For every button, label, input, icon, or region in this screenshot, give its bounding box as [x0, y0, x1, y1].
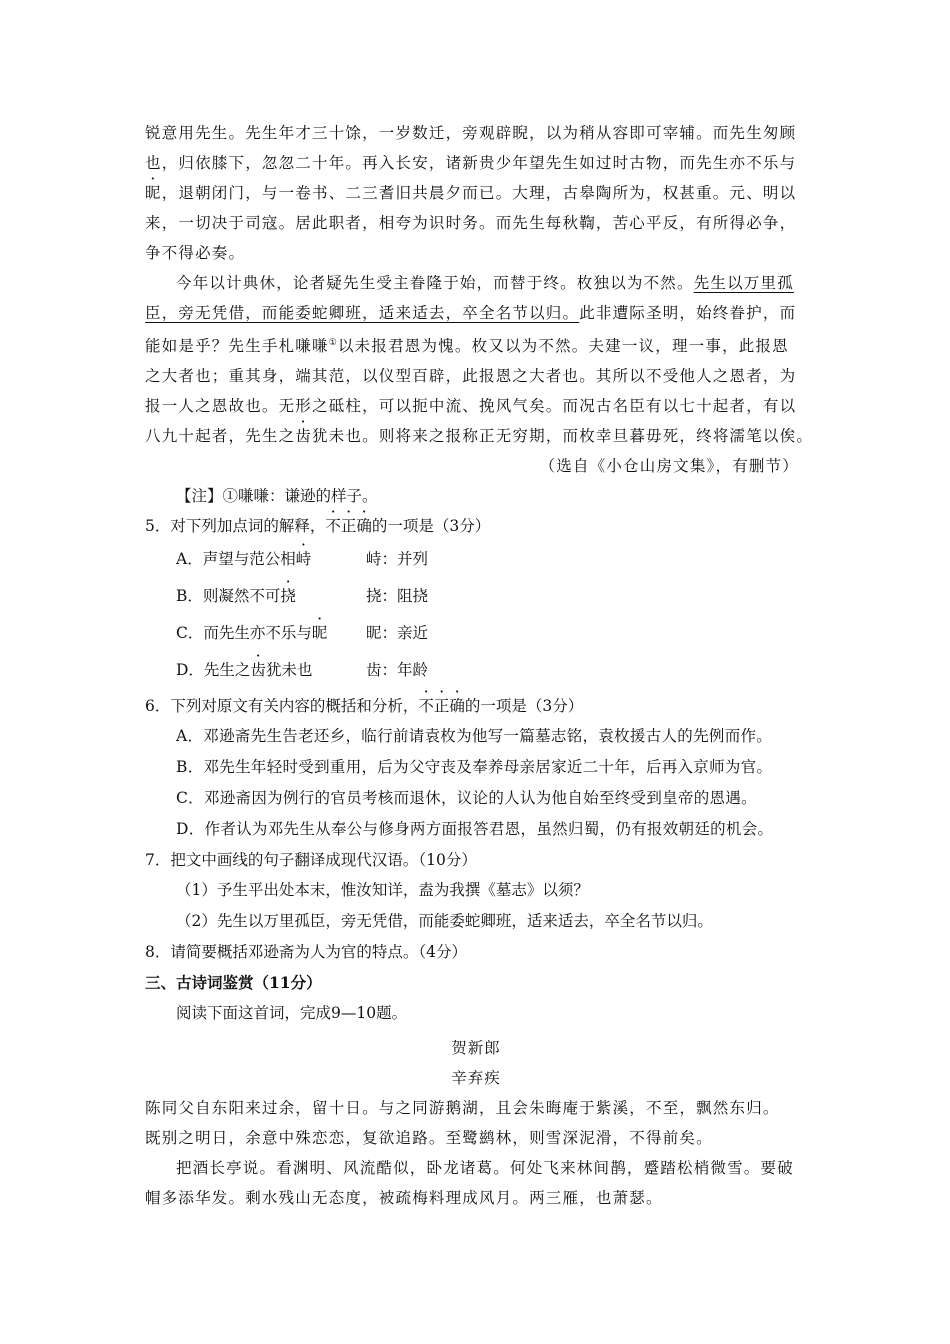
- dotted-char: 正: [433, 697, 450, 716]
- question-5-option-d: [145, 652, 807, 689]
- passage-text: 能如是乎？先生手札嗛嗛: [145, 337, 329, 356]
- poem-title: 贺新郎: [451, 1039, 501, 1058]
- poem-body: 把酒长亭说。看渊明、风流酷似，卧龙诸葛。何处飞来林间鹊，蹙踏松梢微雪。要破: [176, 1159, 794, 1178]
- option-text: C．而先生亦不乐与: [176, 624, 312, 643]
- question-5-option-c: [145, 615, 807, 652]
- question-5-option-b: [145, 578, 807, 615]
- passage-line: 争不得必奏。: [145, 244, 246, 262]
- option-gloss: 齿：年龄: [366, 661, 429, 680]
- option-gloss: 峙：并列: [366, 550, 429, 569]
- option-text: D．先生之: [176, 661, 251, 680]
- passage-line: [145, 298, 807, 328]
- passage-text: ，退朝闭门，与一卷书、二三耆旧共晨夕而已。大理，古皋陶所为，权甚重。元、明以: [161, 184, 797, 202]
- question-5-option-a: [145, 541, 807, 578]
- dotted-word: [325, 517, 372, 535]
- dotted-char: 不: [325, 517, 341, 536]
- passage-line: [145, 178, 807, 208]
- passage-text: 八九十起者，先生之: [145, 427, 296, 446]
- passage-line: 来，一切决于司寇。居此职者，相夸为识时务。而先生每秋鞫，苦心平反，有所得必争，: [145, 214, 797, 232]
- question-6-option-d: D．作者认为邓先生从奉公与修身两方面报答君恩，虽然归蜀，仍有报效朝廷的机会。: [176, 820, 774, 839]
- passage-line: 报一人之恩故也。无形之砥柱，可以扼中流、挽风气矣。而况古名臣有以七十起者，有以: [145, 397, 797, 416]
- stem-text: 5．对下列加点词的解释，: [145, 517, 326, 536]
- question-6-option-b: B．邓先生年轻时受到重用，后为父守丧及奉养母亲居家近二十年，后再入京师为官。: [176, 758, 773, 777]
- option-text: A．声望与范公相: [176, 550, 296, 569]
- question-6-option-a: A．邓逊斋先生告老还乡，临行前请袁枚为他写一篇墓志铭，袁枚援古人的先例而作。: [176, 727, 773, 746]
- question-6-stem: [145, 691, 807, 721]
- stem-text: 6．下列对原文有关内容的概括和分析，: [145, 697, 419, 716]
- question-7-item: （2）先生以万里孤臣，旁无凭借，而能委蛇卿班，适来适去，卒全名节以归。: [176, 912, 713, 931]
- stem-text: 的一项是（3分）: [464, 697, 584, 716]
- dotted-word: 齿: [250, 661, 266, 680]
- passage-text: 此非遭际圣明，始终眷护，而: [579, 304, 797, 322]
- passage-text: 以未报君恩为愧。枚又以为不然。夫建一议，理一事，此报恩: [337, 337, 789, 356]
- footnote: 【注】①嗛嗛：谦逊的样子。: [176, 487, 378, 506]
- question-5-stem: [145, 511, 807, 541]
- underlined-sentence: 先生以万里孤: [693, 274, 794, 292]
- section-instruction: 阅读下面这首词，完成9—10题。: [176, 1004, 408, 1023]
- question-6-option-c: C．邓逊斋因为例行的官员考核而退休，议论的人认为他自始至终受到皇帝的恩遇。: [176, 789, 757, 808]
- passage-line: 之大者也；重其身，端其范，以仪型百辟，此报恩之大者也。其所以不受他人之恩者，为: [145, 367, 797, 386]
- passage-line: [145, 421, 814, 451]
- dotted-word: 挠: [280, 587, 296, 606]
- option-text: 犹未也: [265, 661, 313, 680]
- dotted-word: 峙: [295, 550, 312, 569]
- dotted-char: 确: [449, 697, 465, 716]
- dotted-word: [418, 697, 465, 715]
- exam-page: [145, 118, 814, 1213]
- poem-body: 帽多添华发。剩水残山无态度，被疏梅料理成风月。两三雁，也萧瑟。: [145, 1189, 663, 1208]
- poem-author: 辛弃疾: [451, 1069, 501, 1088]
- passage-line: 也，归依膝下，忽忽二十年。再入长安，诸新贵少年望先生如过时古物，而先生亦不乐与: [145, 154, 797, 172]
- dotted-word: 齿: [295, 427, 313, 446]
- footnote-marker: ①: [328, 338, 338, 348]
- underlined-sentence: 臣，旁无凭借，而能委蛇卿班，适来适去，卒全名节以归。: [145, 304, 580, 322]
- dotted-word: 昵: [311, 624, 328, 643]
- passage-line: [145, 328, 807, 361]
- passage-text: 今年以计典休，论者疑先生受主眷隆于始，而替于终。枚独以为不然。: [176, 274, 694, 292]
- dotted-char: 不: [418, 697, 434, 716]
- question-7-stem: 7．把文中画线的句子翻译成现代汉语。（10分）: [145, 851, 477, 870]
- option-text: B．则凝然不可: [176, 587, 281, 606]
- passage-line: [145, 268, 807, 298]
- question-7-item: （1）予生平出处本末，惟汝知详，盍为我撰《墓志》以须？: [176, 881, 589, 900]
- dotted-char: 确: [356, 517, 372, 536]
- poem-preface: 陈同父自东阳来过余，留十日。与之同游鹅湖，且会朱晦庵于紫溪，不至，飘然东归。: [145, 1099, 780, 1118]
- passage-text: 犹未也。则将来之报称正无穷期，而枚幸旦暮毋死，终将濡笔以俟。: [312, 427, 814, 446]
- stem-text: 的一项是（3分）: [371, 517, 491, 536]
- passage-line: 锐意用先生。先生年才三十馀，一岁数迁，旁观辟睨，以为稍从容即可宰辅。而先生匆顾: [145, 124, 797, 142]
- option-gloss: 昵：亲近: [366, 624, 429, 643]
- dotted-word: 昵: [145, 184, 162, 202]
- source-citation: （选自《小仓山房文集》，有删节）: [539, 457, 799, 476]
- question-8-stem: 8．请简要概括邓逊斋为人为官的特点。（4分）: [145, 943, 467, 962]
- poem-preface: 既别之明日，余意中殊恋恋，复欲追路。至鹭鹚林，则雪深泥滑，不得前矣。: [145, 1129, 713, 1148]
- dotted-char: 正: [340, 517, 357, 536]
- option-gloss: 挠：阻挠: [366, 587, 429, 606]
- section-title: 三、古诗词鉴赏（11分）: [145, 973, 322, 993]
